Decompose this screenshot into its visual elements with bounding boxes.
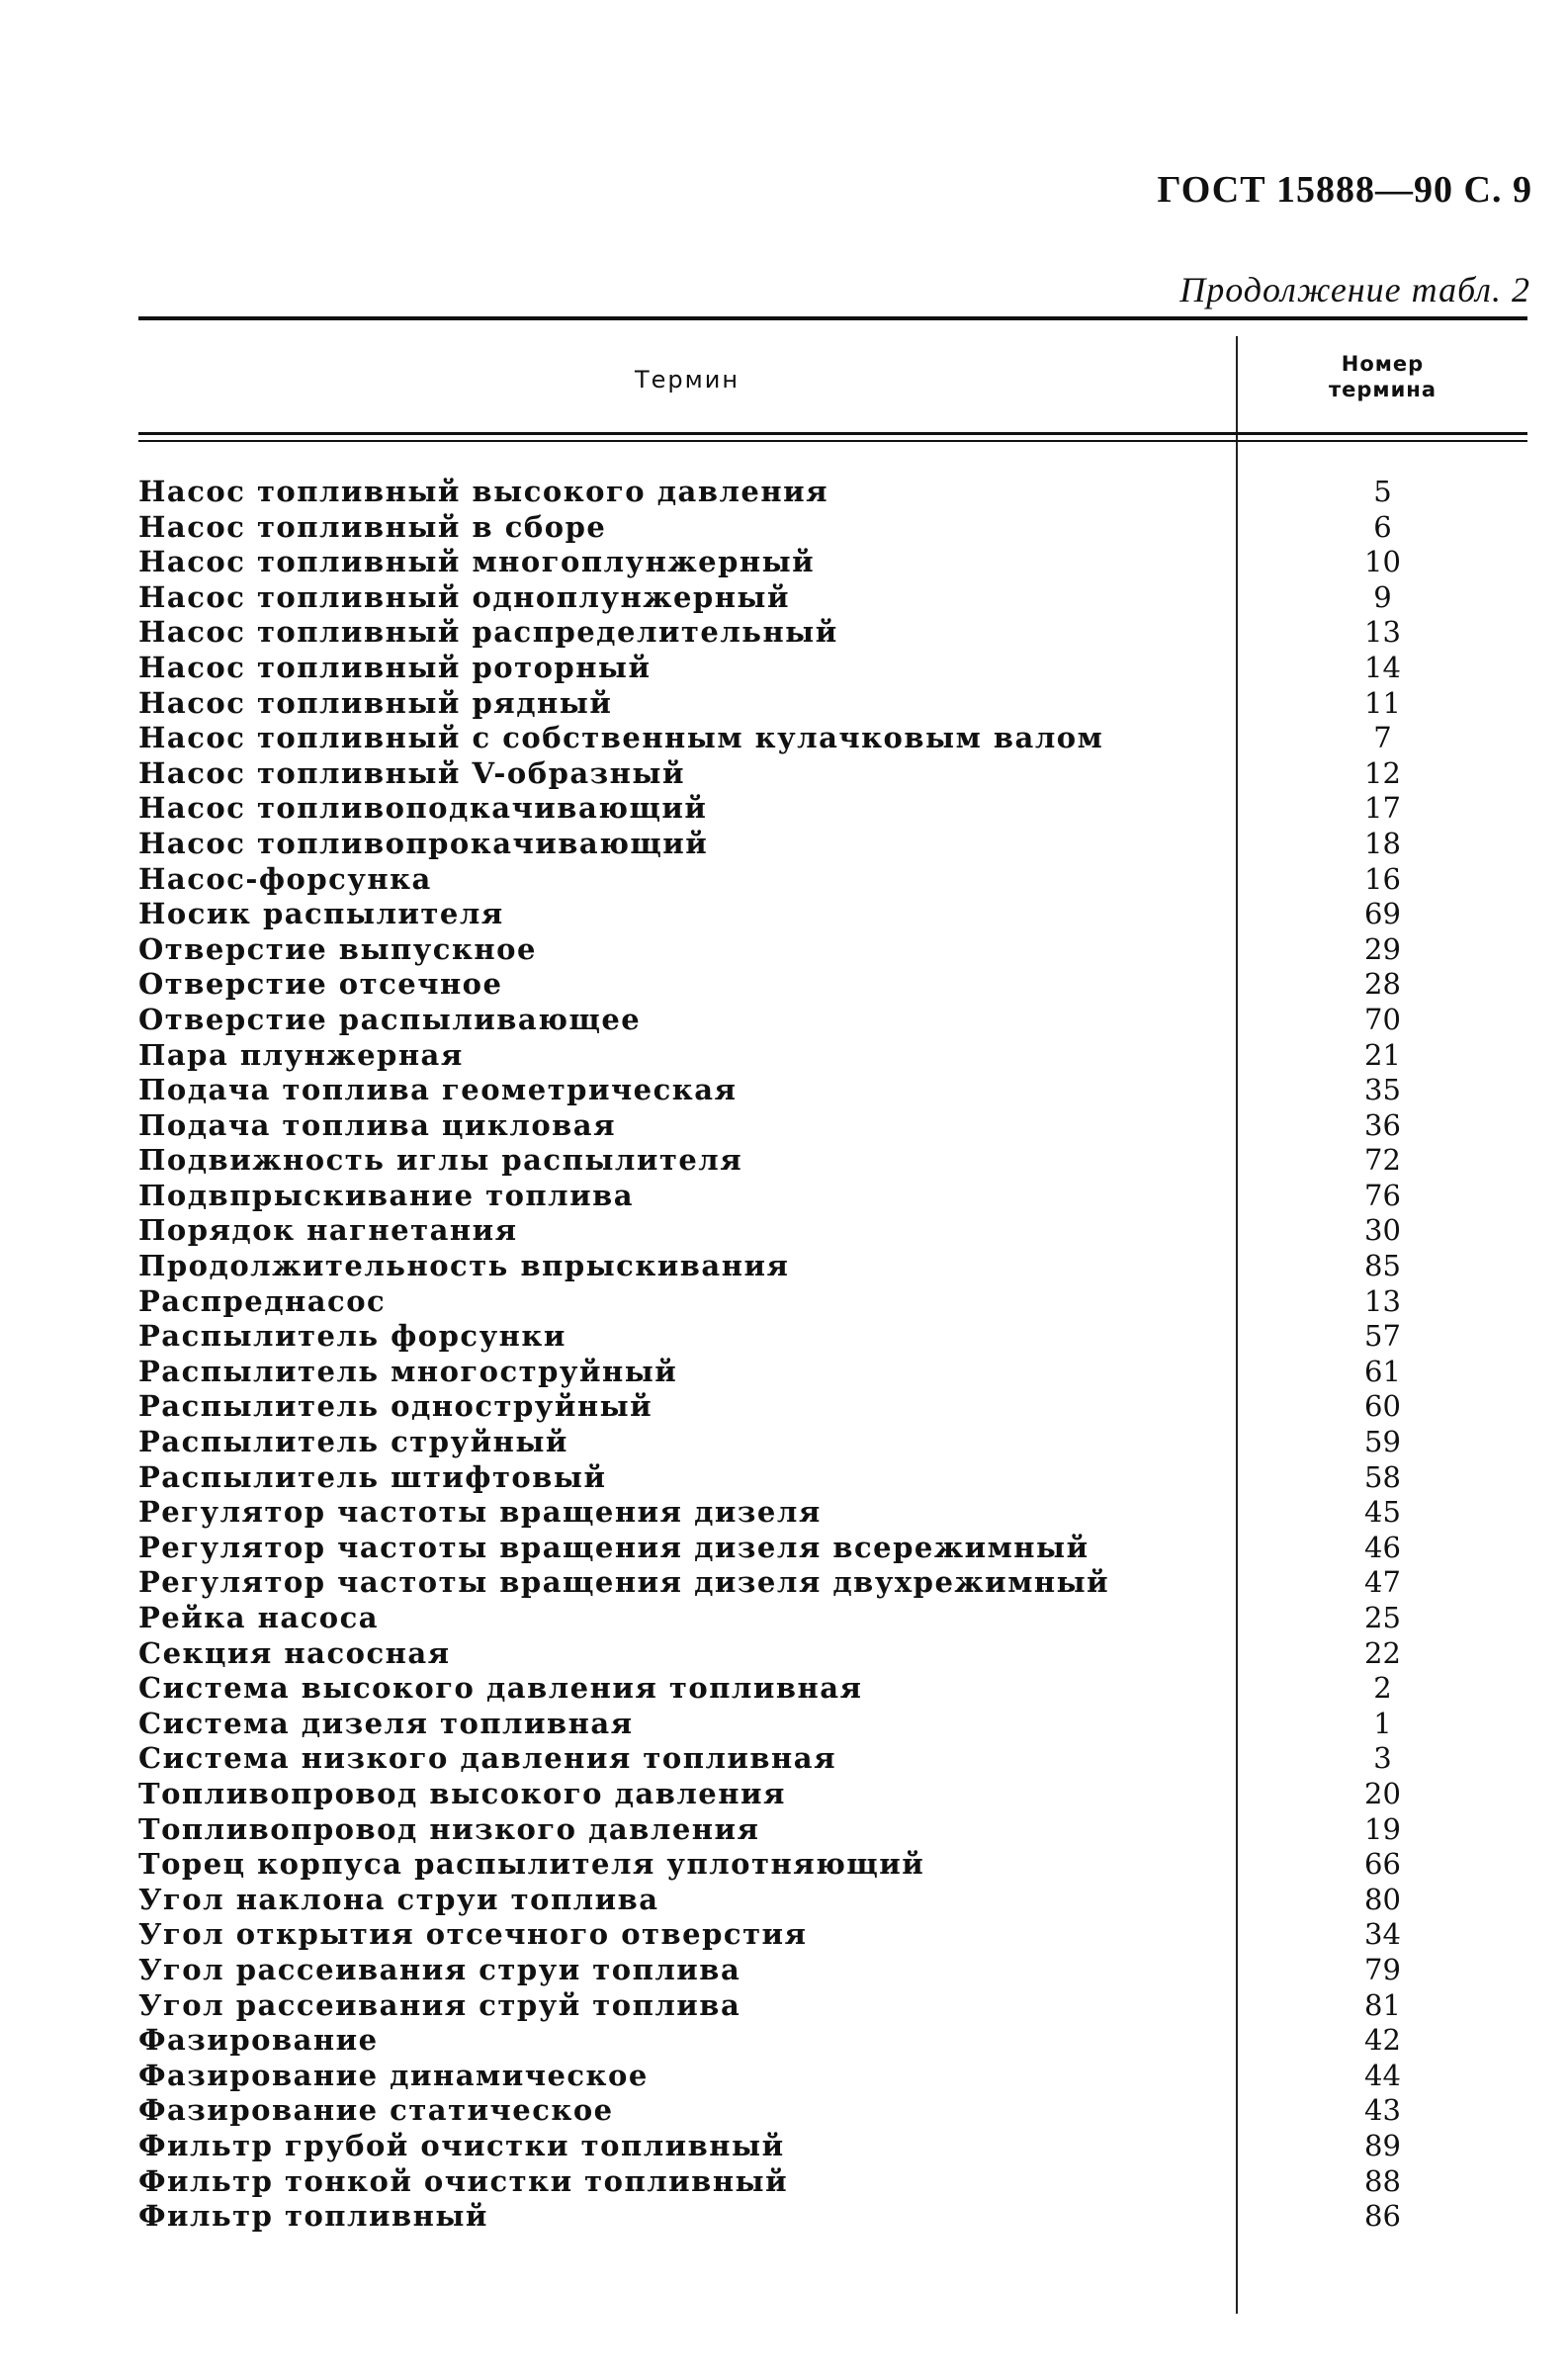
term-number-cell: 16 [1364, 861, 1401, 896]
term-number-cell: 60 [1364, 1389, 1401, 1424]
table-row [138, 2093, 1527, 2129]
table-row [138, 1038, 1527, 1074]
table-body [138, 475, 1527, 2235]
term-number-cell: 6 [1373, 509, 1392, 544]
term-cell: Система высокого давления топливная [138, 1671, 863, 1706]
table-row [138, 2164, 1527, 2200]
term-number-cell: 69 [1364, 897, 1401, 931]
column-header-term: Термин [634, 366, 740, 394]
table-row [138, 1495, 1527, 1531]
term-cell: Угол наклона струи топлива [138, 1882, 659, 1916]
term-number-cell: 89 [1364, 2128, 1401, 2162]
term-number-cell: 61 [1364, 1354, 1401, 1388]
table-row [138, 1707, 1527, 1742]
term-cell: Подвижность иглы распылителя [138, 1143, 743, 1178]
term-number-cell: 76 [1364, 1178, 1401, 1212]
term-number-cell: 14 [1364, 650, 1401, 684]
term-number-cell: 42 [1364, 2023, 1401, 2058]
table-row [138, 1143, 1527, 1179]
term-number-cell: 2 [1373, 1671, 1392, 1706]
column-header-number [1238, 351, 1527, 402]
term-number-cell: 86 [1364, 2199, 1401, 2234]
table-row [138, 1460, 1527, 1496]
term-cell: Насос топливопрокачивающий [138, 826, 709, 860]
table-row [138, 686, 1527, 722]
term-number-cell: 66 [1364, 1847, 1401, 1882]
term-cell: Насос топливоподкачивающий [138, 791, 708, 826]
term-cell: Насос топливный одноплунжерный [138, 579, 791, 614]
table-row [138, 1319, 1527, 1355]
table-row [138, 1812, 1527, 1848]
term-number-cell: 30 [1364, 1213, 1401, 1248]
term-cell: Угол рассеивания струи топлива [138, 1952, 741, 1986]
term-number-cell: 5 [1373, 475, 1392, 508]
term-number-cell: 25 [1364, 1601, 1401, 1634]
term-cell: Отверстие распыливающее [138, 1002, 642, 1036]
term-cell: Фазирование статическое [138, 2093, 614, 2128]
term-number-cell: 28 [1364, 967, 1401, 1002]
term-number-cell: 57 [1364, 1319, 1401, 1354]
table-row [138, 1389, 1527, 1425]
table-row [138, 510, 1527, 546]
table-row [138, 2199, 1527, 2235]
term-number-cell: 46 [1364, 1530, 1401, 1564]
term-cell: Порядок нагнетания [138, 1213, 518, 1248]
term-cell: Система дизеля топливная [138, 1706, 634, 1740]
table-row [138, 1003, 1527, 1038]
term-cell: Секция насосная [138, 1635, 451, 1670]
table-row [138, 1213, 1527, 1249]
table-row [138, 862, 1527, 898]
term-cell: Фазирование [138, 2023, 379, 2058]
table-row [138, 2023, 1527, 2059]
term-cell: Насос топливный высокого давления [138, 475, 829, 508]
table-row [138, 1355, 1527, 1390]
term-number-cell: 21 [1364, 1037, 1401, 1072]
page-header: ГОСТ 15888—90 С. 9 [1157, 169, 1532, 211]
term-cell: Пара плунжерная [138, 1037, 464, 1072]
table-row [138, 475, 1527, 510]
term-cell: Отверстие отсечное [138, 967, 503, 1002]
term-cell: Распылитель форсунки [138, 1319, 566, 1354]
table-row [138, 1988, 1527, 2024]
term-number-cell: 22 [1364, 1635, 1401, 1670]
term-cell: Рейка насоса [138, 1601, 380, 1634]
table-row [138, 1601, 1527, 1636]
table-row [138, 1671, 1527, 1707]
term-cell: Подача топлива цикловая [138, 1107, 617, 1142]
term-number-cell: 81 [1364, 1987, 1401, 2022]
term-number-cell: 45 [1364, 1495, 1401, 1530]
term-cell: Топливопровод низкого давления [138, 1811, 760, 1846]
term-cell: Подвпрыскивание топлива [138, 1178, 635, 1212]
header-rule-double [138, 440, 1527, 442]
term-cell: Регулятор частоты вращения дизеля двухрежимный [138, 1565, 1110, 1600]
term-number-cell: 70 [1364, 1002, 1401, 1036]
table-row [138, 2059, 1527, 2094]
table-row [138, 791, 1527, 827]
term-number-cell: 88 [1364, 2163, 1401, 2198]
table-row [138, 2129, 1527, 2164]
term-cell: Продолжительность впрыскивания [138, 1249, 790, 1283]
term-number-cell: 12 [1364, 755, 1401, 790]
table-row [138, 1425, 1527, 1460]
table-row [138, 932, 1527, 968]
term-number-cell: 13 [1364, 615, 1401, 650]
term-number-cell: 59 [1364, 1425, 1401, 1459]
term-cell: Носик распылителя [138, 897, 504, 931]
term-cell: Распреднасос [138, 1283, 387, 1318]
table-row [138, 545, 1527, 580]
term-cell: Насос топливный с собственным кулачковым валом [138, 721, 1104, 755]
term-cell: Распылитель штифтовый [138, 1459, 607, 1494]
term-cell: Топливопровод высокого давления [138, 1776, 786, 1810]
term-cell: Фильтр топливный [138, 2199, 488, 2234]
table-row [138, 1249, 1527, 1284]
column-header-number-line1: Номер [1341, 352, 1425, 376]
table-row [138, 1741, 1527, 1777]
table-row [138, 721, 1527, 756]
table-row [138, 580, 1527, 616]
table-row [138, 1073, 1527, 1108]
term-number-cell: 85 [1364, 1249, 1401, 1283]
column-header-number-line2: термина [1328, 378, 1437, 401]
term-number-cell: 17 [1364, 791, 1401, 826]
term-number-cell: 36 [1364, 1107, 1401, 1142]
table-row [138, 1565, 1527, 1601]
table-continuation-label: Продолжение табл. 2 [1179, 270, 1530, 309]
term-cell: Система низкого давления топливная [138, 1741, 836, 1776]
term-number-cell: 19 [1364, 1811, 1401, 1846]
table-row [138, 827, 1527, 862]
term-cell: Отверстие выпускное [138, 931, 537, 966]
term-cell: Насос топливный роторный [138, 650, 652, 684]
term-cell: Регулятор частоты вращения дизеля всережимный [138, 1530, 1089, 1564]
table-row [138, 615, 1527, 651]
term-cell: Распылитель многоструйный [138, 1354, 678, 1388]
term-number-cell: 3 [1373, 1741, 1392, 1776]
term-cell: Насос топливный многоплунжерный [138, 545, 816, 579]
term-number-cell: 1 [1373, 1706, 1392, 1740]
term-number-cell: 18 [1364, 826, 1401, 860]
term-number-cell: 34 [1364, 1917, 1401, 1952]
term-number-cell: 72 [1364, 1143, 1401, 1178]
term-cell: Подача топлива геометрическая [138, 1073, 738, 1107]
table-row [138, 967, 1527, 1003]
table-row [138, 897, 1527, 932]
term-number-cell: 9 [1373, 579, 1392, 614]
table-row [138, 651, 1527, 686]
term-number-cell: 79 [1364, 1952, 1401, 1986]
table-top-rule [138, 316, 1527, 320]
terms-index-table [138, 316, 1527, 2314]
table-row [138, 1953, 1527, 1988]
term-cell: Фильтр тонкой очистки топливный [138, 2163, 789, 2198]
term-cell: Угол рассеивания струй топлива [138, 1987, 741, 2022]
term-cell: Распылитель одноструйный [138, 1389, 653, 1424]
term-number-cell: 11 [1364, 685, 1401, 720]
header-rule [138, 432, 1527, 435]
term-number-cell: 20 [1364, 1776, 1401, 1810]
table-row [138, 1777, 1527, 1812]
term-number-cell: 43 [1364, 2093, 1401, 2128]
term-cell: Насос топливный в сборе [138, 509, 607, 544]
table-row [138, 1847, 1527, 1883]
term-number-cell: 58 [1364, 1459, 1401, 1494]
table-row [138, 1917, 1527, 1953]
term-cell: Угол открытия отсечного отверстия [138, 1917, 808, 1952]
term-number-cell: 29 [1364, 931, 1401, 966]
table-row [138, 1636, 1527, 1672]
term-cell: Насос топливный V-образный [138, 755, 685, 790]
table-row [138, 1284, 1527, 1320]
term-cell: Торец корпуса распылителя уплотняющий [138, 1847, 925, 1882]
term-number-cell: 13 [1364, 1283, 1401, 1318]
term-number-cell: 44 [1364, 2058, 1401, 2092]
term-number-cell: 47 [1364, 1565, 1401, 1600]
term-number-cell: 80 [1364, 1882, 1401, 1916]
table-row [138, 1108, 1527, 1144]
term-cell: Распылитель струйный [138, 1425, 568, 1459]
term-number-cell: 7 [1373, 721, 1392, 755]
table-row [138, 756, 1527, 792]
term-cell: Регулятор частоты вращения дизеля [138, 1495, 822, 1530]
table-row [138, 1883, 1527, 1918]
term-cell: Насос-форсунка [138, 861, 432, 896]
table-row [138, 1531, 1527, 1566]
term-number-cell: 35 [1364, 1073, 1401, 1107]
term-cell: Насос топливный рядный [138, 685, 613, 720]
term-cell: Фильтр грубой очистки топливный [138, 2128, 785, 2162]
term-cell: Фазирование динамическое [138, 2058, 649, 2092]
term-cell: Насос топливный распределительный [138, 615, 838, 650]
term-number-cell: 10 [1364, 545, 1401, 579]
table-row [138, 1179, 1527, 1214]
